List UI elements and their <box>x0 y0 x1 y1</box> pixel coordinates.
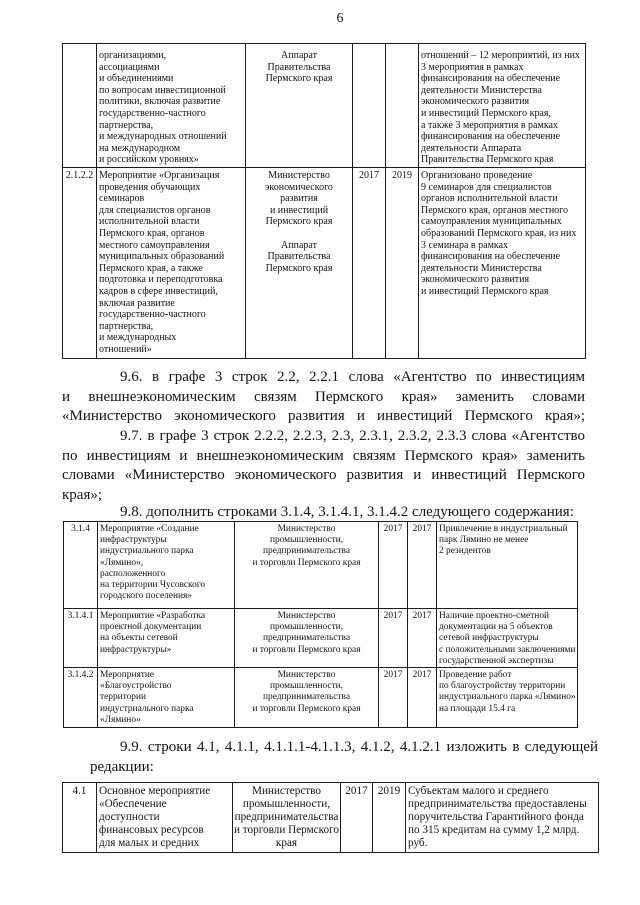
executor-cell: Министерство экономического развития и инвестиций Пермского края Аппарат Правительства Пермского края <box>246 168 353 359</box>
executor-cell: Аппарат Правительства Пермского края <box>246 44 353 168</box>
paragraph-line: по инвестициям и внешнеэкономическим связям Пермского края» заменить <box>62 447 585 464</box>
event-name-cell: Мероприятие «Создание инфраструктуры индустриального парка «Лямино», расположенного на территории Чусовского городского поселения» <box>98 522 235 609</box>
end-year-cell: 2017 <box>408 522 437 609</box>
row-number-cell: 3.1.4 <box>64 522 98 609</box>
executor-cell: Министерство промышленности, предпринимательства и торговли Пермского края <box>235 522 379 609</box>
continuation-table <box>62 43 586 359</box>
paragraph-line: 9.8. дополнить строками 3.1.4, 3.1.4.1, 3.1.4.2 следующего содержания: <box>120 504 574 520</box>
expected-result-cell: Наличие проектно-сметной документации на 5 объектов сетевой инфраструктуры с положительными заключениями государственной экспертизы <box>437 609 578 668</box>
row-number-cell: 3.1.4.1 <box>64 609 98 668</box>
revision-table <box>62 782 599 853</box>
end-year-cell: 2019 <box>373 783 406 853</box>
amendment-paragraph <box>90 738 598 777</box>
table-row <box>64 522 578 609</box>
end-year-cell: 2017 <box>408 668 437 728</box>
paragraph-line: 9.6. в графе 3 строк 2.2, 2.2.1 слова «Агентство по инвестициям <box>120 369 585 385</box>
table-row <box>63 783 599 853</box>
end-year-cell <box>386 44 419 168</box>
end-year-cell: 2019 <box>386 168 419 359</box>
table-row <box>64 609 578 668</box>
table-row <box>63 44 586 168</box>
row-number-cell: 4.1 <box>63 783 97 853</box>
table-row <box>63 168 586 359</box>
paragraph-line: 9.9. строки 4.1, 4.1.1, 4.1.1.1-4.1.1.3, 4.1.2, 4.1.2.1 изложить в следующей <box>120 739 598 755</box>
amendment-paragraph <box>62 427 585 505</box>
page-number: 6 <box>336 11 344 26</box>
additions-table <box>63 521 578 728</box>
row-number-cell: 3.1.4.2 <box>64 668 98 728</box>
amendment-paragraph <box>62 503 585 523</box>
row-number-cell <box>63 44 97 168</box>
executor-cell: Министерство промышленности, предпринимательства и торговли Пермского края <box>233 783 341 853</box>
expected-result-cell: Субъектам малого и среднего предпринимательства предоставлены поручительства Гарантийного фонда по 315 кредитам на сумму 1,2 млрд. руб. <box>406 783 599 853</box>
end-year-cell: 2017 <box>408 609 437 668</box>
executor-cell: Министерство промышленности, предпринимательства и торговли Пермского края <box>235 609 379 668</box>
event-name-cell: Мероприятие «Организация проведения обучающих семинаров для специалистов органов исполнительной власти Пермского края, органов местного самоуправления муниципальных образований Пермского края, а также подготовка и переподготовка кадров в сфере инвестиций, включая развитие государственно-частного партнерства, и международных отношений» <box>97 168 246 359</box>
table-row <box>64 668 578 728</box>
start-year-cell: 2017 <box>379 522 408 609</box>
paragraph-line: «Министерство экономического развития и инвестиций Пермского края»; <box>62 408 585 424</box>
paragraph-line: редакции: <box>90 758 154 775</box>
start-year-cell <box>353 44 386 168</box>
start-year-cell: 2017 <box>353 168 386 359</box>
start-year-cell: 2017 <box>341 783 373 853</box>
event-name-cell: Основное мероприятие «Обеспечение доступности финансовых ресурсов для малых и средних <box>97 783 233 853</box>
paragraph-line: края»; <box>62 486 103 503</box>
amendment-paragraph <box>62 368 585 427</box>
event-name-cell: Мероприятие «Благоустройство территории индустриального парка «Лямино» <box>98 668 235 728</box>
paragraph-line: словами «Министерство экономического развития и инвестиций Пермского <box>62 467 585 483</box>
event-name-cell: Мероприятие «Разработка проектной документации на объекты сетевой инфраструктуры» <box>98 609 235 668</box>
executor-cell: Министерство промышленности, предпринимательства и торговли Пермского края <box>235 668 379 728</box>
start-year-cell: 2017 <box>379 609 408 668</box>
row-number-cell: 2.1.2.2 <box>63 168 97 359</box>
expected-result-cell: Проведение работ по благоустройству территории индустриального парка «Лямино» на площади 15.4 га <box>437 668 578 728</box>
expected-result-cell: отношений – 12 мероприятий, из них 3 мероприятия в рамках финансирования на обеспечение деятельности Министерства экономического развития и инвестиций Пермского края, а также 3 мероприятия в рамках финансирования на обеспечение деятельности Аппарата Правительства Пермского края <box>419 44 586 168</box>
expected-result-cell: Организовано проведение 9 семинаров для специалистов органов исполнительной власти Пермского края, органов местного самоуправления муниципальных образований Пермского края, из них 3 семинара в рамках финансирования на обеспечение деятельности Министерства экономического развития и инвестиций Пермского края <box>419 168 586 359</box>
start-year-cell: 2017 <box>379 668 408 728</box>
paragraph-line: 9.7. в графе 3 строк 2.2.2, 2.2.3, 2.3, 2.3.1, 2.3.2, 2.3.3 слова «Агентство <box>120 428 585 444</box>
paragraph-line: и внешнеэкономическим связям Пермского края» заменить словами <box>62 388 585 405</box>
expected-result-cell: Привлечение в индустриальный парк Лямино не менее 2 резидентов <box>437 522 578 609</box>
event-name-cell: организациями, ассоциациями и объединениями по вопросам инвестиционной политики, включая развитие государственно-частного партнерства, и международных отношений на международном и российском уровнях» <box>97 44 246 168</box>
